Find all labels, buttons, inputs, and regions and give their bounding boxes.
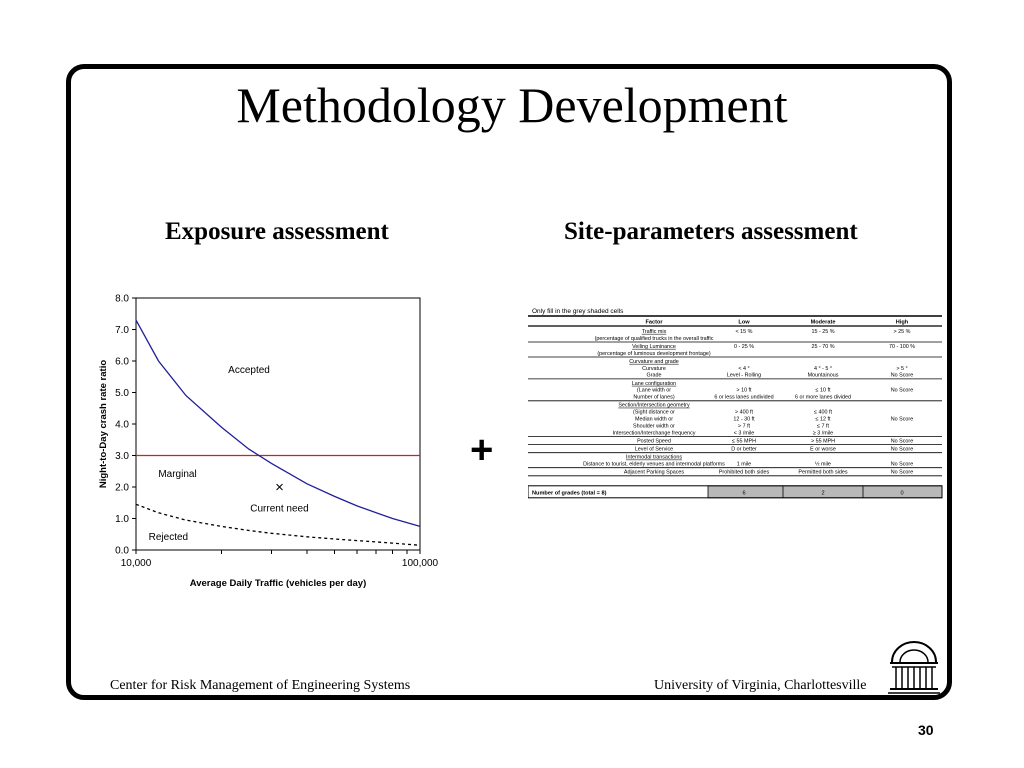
footer-right: University of Virginia, Charlottesville [654, 678, 867, 693]
high-cell: 70 - 100 % [888, 343, 916, 350]
table-note: Only fill in the grey shaded cells [532, 308, 624, 315]
current-need-marker: × [275, 479, 284, 496]
low-cell: Prohibited both sides [718, 469, 770, 476]
high-cell: No Score [890, 461, 914, 468]
factor-cell: Intersection/Interchange frequency [612, 430, 696, 437]
high-cell: No Score [890, 438, 914, 445]
factor-cell: (percentage of qualified trucks in the overall traffic [594, 335, 714, 342]
low-cell: 6 or less lanes undivided [714, 394, 774, 401]
mod-cell: ≤ 10 ft [815, 387, 831, 394]
mod-cell: ½ mile [815, 461, 831, 468]
factor-cell: Intermodal transactions [625, 454, 683, 461]
factor-cell: Level of Service [634, 446, 674, 453]
summary-value: 0 [900, 490, 904, 497]
x-axis-label: Average Daily Traffic (vehicles per day) [189, 578, 367, 589]
factor-cell: Traffic mix [641, 328, 667, 335]
mod-cell: ≤ 400 ft [814, 409, 832, 416]
site-parameters-subtitle: Site-parameters assessment [564, 218, 858, 245]
mod-cell: ≥ 3 /mile [812, 430, 834, 437]
factor-cell: (percentage of luminous development frontage) [597, 350, 711, 357]
footer-left: Center for Risk Management of Engineering Systems [110, 678, 411, 693]
y-tick-label: 1.0 [115, 514, 129, 525]
low-cell: < 4 ° [738, 365, 750, 372]
y-tick-label: 5.0 [115, 388, 129, 399]
low-cell: Level - Rolling [726, 372, 762, 379]
mod-cell: 25 - 70 % [811, 343, 835, 350]
region-label: Current need [250, 503, 309, 515]
mod-cell: 15 - 25 % [811, 328, 835, 335]
low-cell: < 15 % [735, 328, 753, 335]
summary-value: 6 [742, 490, 746, 497]
high-cell: No Score [890, 372, 914, 379]
factor-cell: (Lane width or [636, 387, 672, 394]
factor-cell: Shoulder width or [633, 423, 675, 430]
region-label: Accepted [228, 364, 270, 376]
high-cell: No Score [890, 387, 914, 394]
low-cell: 0 - 25 % [733, 343, 755, 350]
mod-cell: ≤ 7 ft [817, 423, 829, 430]
factor-cell: Distance to tourist, elderly venues and intermodal platforms [583, 461, 725, 468]
factor-cell: Curvature [642, 365, 666, 372]
factor-cell: Veiling Luminance [632, 343, 676, 350]
factor-cell: Lane configuration [631, 380, 677, 387]
y-tick-label: 2.0 [115, 482, 129, 494]
factor-cell: Section/Intersection geometry [618, 402, 690, 409]
x-tick-label: 10,000 [120, 558, 152, 569]
high-cell: No Score [890, 446, 914, 453]
exposure-subtitle: Exposure assessment [165, 218, 389, 245]
y-axis-label: Night-to-Day crash rate ratio [98, 359, 109, 489]
low-cell: D or better [731, 446, 757, 453]
y-tick-label: 3.0 [115, 451, 129, 462]
rotunda-logo [886, 636, 942, 696]
mod-cell: Mountainous [807, 372, 839, 379]
factor-cell: Number of lanes) [633, 394, 675, 401]
table-header: High [895, 319, 909, 326]
y-tick-label: 4.0 [115, 419, 129, 431]
factor-cell: Adjacent Parking Spaces [623, 469, 685, 476]
high-cell: > 5 ° [896, 365, 908, 372]
high-cell: No Score [890, 469, 914, 476]
summary-label: Number of grades (total = 8) [532, 490, 607, 497]
region-label: Marginal [158, 468, 197, 480]
high-cell: No Score [890, 416, 914, 423]
y-tick-label: 6.0 [115, 356, 129, 368]
y-tick-label: 0.0 [115, 545, 129, 557]
low-cell: > 10 ft [736, 387, 752, 394]
mod-cell: Permitted both sides [798, 469, 848, 476]
factor-cell: Grade [646, 372, 662, 379]
table-header: Low [738, 319, 750, 326]
plus-sign: + [470, 428, 494, 472]
summary-value: 2 [821, 490, 825, 497]
table-header: Moderate [810, 319, 836, 326]
factor-cell: (Sight distance or [633, 409, 675, 416]
mod-cell: ≤ 12 ft [815, 416, 831, 423]
factor-cell: Curvature and grade [629, 358, 679, 365]
x-tick-label: 100,000 [401, 558, 439, 569]
y-tick-label: 7.0 [115, 325, 129, 336]
y-tick-label: 8.0 [115, 293, 129, 305]
slide-title: Methodology Development [236, 77, 788, 133]
low-cell: 12 - 30 ft [733, 416, 755, 423]
page-number: 30 [918, 722, 934, 738]
table-header: Factor [645, 319, 663, 326]
low-cell: 1 mile [736, 461, 752, 468]
mod-cell: > 55 MPH [810, 438, 836, 445]
mod-cell: 6 or more lanes divided [794, 394, 852, 401]
high-cell: > 25 % [893, 328, 911, 335]
exposure-chart [90, 288, 460, 598]
mod-cell: E or worse [810, 446, 836, 453]
mod-cell: 4 ° - 5 ° [813, 365, 833, 372]
factor-cell: Median width or [634, 416, 674, 423]
low-cell: ≤ 55 MPH [732, 438, 756, 445]
region-label: Rejected [148, 531, 189, 543]
low-cell: > 7 ft [737, 423, 751, 430]
site-parameters-table [528, 304, 946, 540]
low-cell: > 400 ft [734, 409, 754, 416]
low-cell: < 3 /mile [733, 430, 755, 437]
factor-cell: Posted Speed [637, 438, 671, 445]
